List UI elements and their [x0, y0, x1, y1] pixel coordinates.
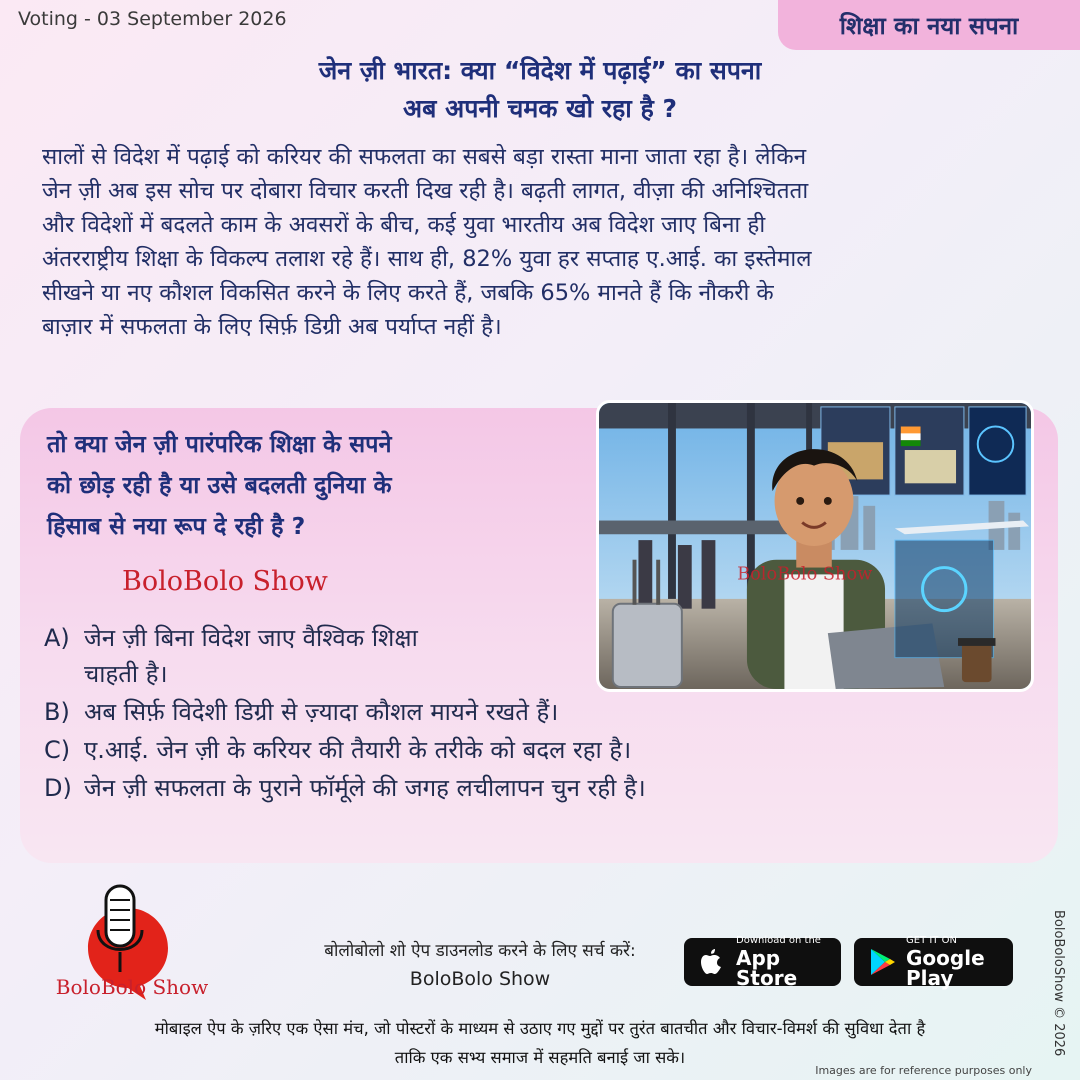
headline: [130, 52, 950, 128]
google-play-label: Google Play: [906, 946, 985, 990]
footer-desc-line: मोबाइल ऐप के ज़रिए एक ऐसा मंच, जो पोस्टरों के माध्यम से उठाए गए मुद्दों पर तुरंत बातचीत और विचार-विमर्श की सुविधा देता है: [154, 1019, 926, 1038]
brand-watermark: BoloBolo Show: [122, 566, 328, 597]
app-store-small-label: Download on the: [736, 935, 821, 946]
search-instruction: बोलोबोलो शो ऐप डाउनलोड करने के लिए सर्च करें:: [324, 941, 636, 961]
option-line: अब सिर्फ़ विदेशी डिग्री से ज़्यादा कौशल मायने रखते हैं।: [84, 698, 559, 726]
headline-line: जेन ज़ी भारत: क्या “विदेश में पढ़ाई” का सपना: [318, 56, 762, 85]
apple-icon: [696, 946, 728, 978]
copyright-notice: [1048, 910, 1068, 1060]
option-text: [84, 620, 418, 692]
intro-line: बाज़ार में सफलता के लिए सिर्फ़ डिग्री अब पर्याप्त नहीं है।: [42, 314, 502, 340]
app-search-prompt: [290, 937, 670, 993]
photo-watermark: BoloBolo Show: [737, 564, 873, 585]
option-d[interactable]: [44, 770, 844, 806]
google-play-small-label: GET IT ON: [906, 935, 957, 946]
intro-paragraph: [42, 140, 1054, 344]
question-line: को छोड़ रही है या उसे बदलती दुनिया के: [47, 471, 392, 499]
topic-badge: शिक्षा का नया सपना: [778, 0, 1080, 50]
option-line: जेन ज़ी सफलता के पुराने फॉर्मूले की जगह लचीलापन चुन रही है।: [84, 774, 646, 802]
app-name: BoloBolo Show: [409, 968, 551, 990]
footer-brand: BoloBolo Show: [55, 975, 209, 999]
option-text: [84, 770, 646, 806]
option-letter: D): [44, 774, 72, 802]
app-store-button[interactable]: [684, 935, 841, 990]
option-line: जेन ज़ी बिना विदेश जाए वैश्विक शिक्षा: [84, 624, 418, 652]
option-c[interactable]: [44, 732, 844, 768]
option-letter: C): [44, 736, 71, 764]
intro-line: अंतरराष्ट्रीय शिक्षा के विकल्प तलाश रहे हैं। साथ ही, 82% युवा हर सप्ताह ए.आई. का इस्तेमाल: [42, 246, 812, 272]
option-letter: B): [44, 698, 70, 726]
option-b[interactable]: [44, 694, 844, 730]
option-text: [84, 732, 631, 768]
voting-date: Voting - 03 September 2026: [18, 8, 287, 30]
question-line: तो क्या जेन ज़ी पारंपरिक शिक्षा के सपने: [47, 430, 392, 458]
intro-line: और विदेशों में बदलते काम के अवसरों के बीच, कई युवा भारतीय अब विदेश जाए बिना ही: [42, 212, 766, 238]
copyright-text: BoloBoloShow © 2026: [1051, 910, 1066, 1057]
headline-line: अब अपनी चमक खो रहा है ?: [403, 94, 677, 123]
play-icon: [866, 946, 898, 978]
google-play-button[interactable]: [854, 935, 1013, 990]
question-line: हिसाब से नया रूप दे रही है ?: [47, 512, 306, 540]
option-line: ए.आई. जेन ज़ी के करियर की तैयारी के तरीके को बदल रहा है।: [84, 736, 632, 764]
intro-line: जेन ज़ी अब इस सोच पर दोबारा विचार करती दिख रही है। बढ़ती लागत, वीज़ा की अनिश्चितता: [42, 178, 809, 204]
voting-question: [47, 424, 567, 547]
option-a[interactable]: [44, 620, 564, 692]
option-letter: A): [44, 624, 70, 652]
intro-line: सालों से विदेश में पढ़ाई को करियर की सफलता का सबसे बड़ा रास्ता माना जाता रहा है। लेकिन: [42, 144, 807, 170]
app-store-label: App Store: [736, 946, 798, 990]
option-line: चाहती है।: [84, 660, 168, 688]
answer-options: [44, 620, 844, 808]
image-disclaimer: Images are for reference purposes only: [815, 1064, 1032, 1077]
intro-line: सीखने या नए कौशल विकसित करने के लिए करते हैं, जबकि 65% मानते हैं कि नौकरी के: [42, 280, 774, 306]
footer-desc-line: ताकि एक सभ्य समाज में सहमति बनाई जा सके।: [394, 1048, 686, 1067]
option-text: [84, 694, 558, 730]
